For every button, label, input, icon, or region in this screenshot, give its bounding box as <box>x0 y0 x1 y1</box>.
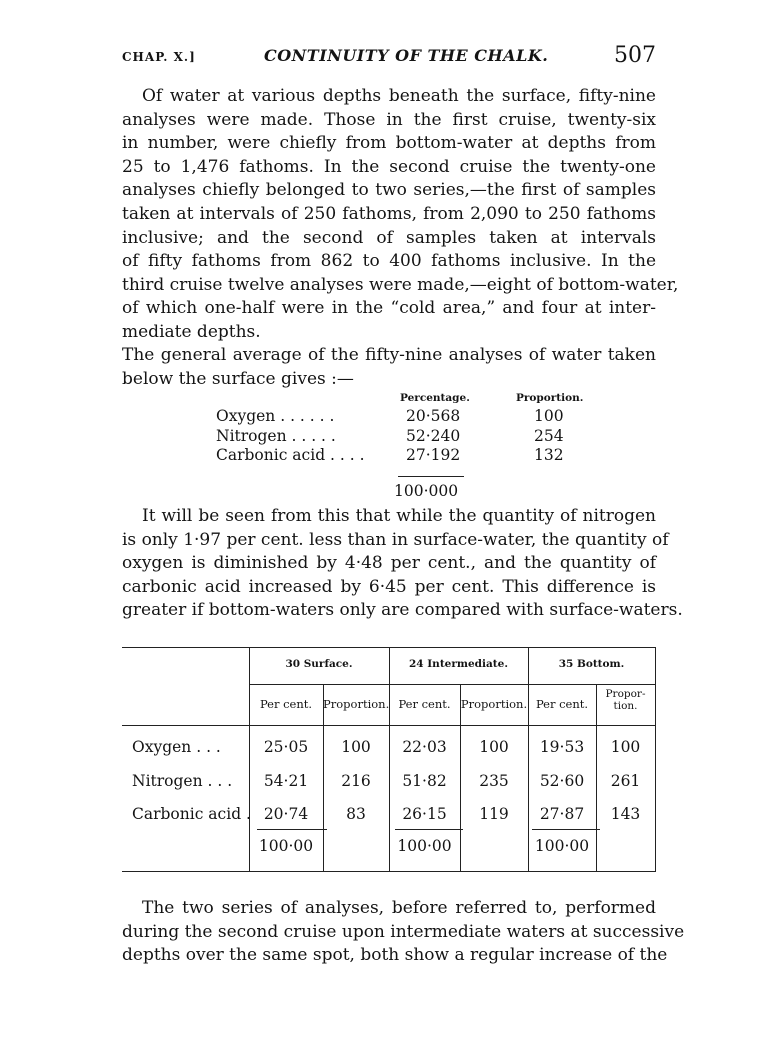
percentage-value: 20·568 <box>406 407 461 425</box>
table-cell: 83 <box>346 805 366 823</box>
text-line: greater if bottom-waters only are compared with surface-waters. <box>122 600 683 621</box>
text-line: during the second cruise upon intermediate waters at successive <box>122 921 685 942</box>
sum-rule <box>395 829 463 830</box>
table-cell: 100 <box>341 738 371 756</box>
subheader-part: tion. <box>613 700 638 712</box>
chapter-label: CHAP. X.] <box>122 50 196 64</box>
text-line: depths over the same spot, both show a regular increase of the <box>122 945 668 966</box>
table-cell: 235 <box>479 772 509 790</box>
text-line: carbonic acid increased by 6·45 per cent. This difference is <box>122 576 656 597</box>
total-cell: 100·00 <box>397 837 452 855</box>
table-cell: 100 <box>479 738 509 756</box>
paragraph-general-average <box>122 344 656 391</box>
text-line: The two series of analyses, before referred to, performed <box>142 898 656 918</box>
subheader-proportion <box>596 688 655 712</box>
row-label-oxygen: Oxygen . . . <box>132 738 221 756</box>
paragraph-two-series <box>122 897 685 968</box>
table-cell: 54·21 <box>263 772 309 790</box>
group-header-surface: 30 Surface. <box>285 658 353 670</box>
proportion-header: Proportion. <box>516 392 584 404</box>
group-header-bottom: 35 Bottom. <box>558 658 625 670</box>
gas-name: Nitrogen . . . . . <box>216 427 336 445</box>
sum-rule <box>532 829 600 830</box>
text-line: in number, were chiefly from bottom-water at depths from <box>122 133 656 154</box>
text-line: mediate depths. <box>122 321 261 342</box>
text-line: Of water at various depths beneath the surface, fifty-nine <box>142 86 656 106</box>
water-composition-table <box>122 647 656 873</box>
total-cell: 100·00 <box>258 837 314 855</box>
subheader-part: Propor- <box>605 688 646 700</box>
sum-rule <box>398 476 464 477</box>
group-header-rule <box>249 684 656 685</box>
table-cell: 52·60 <box>539 772 585 790</box>
table-bottom-rule <box>122 871 656 872</box>
table-cell: 22·03 <box>402 738 447 756</box>
table-cell: 51·82 <box>402 772 447 790</box>
percentage-value: 27·192 <box>406 446 461 464</box>
table-cell: 25·05 <box>263 738 309 756</box>
gas-name: Oxygen . . . . . . <box>216 407 335 425</box>
text-line: third cruise twelve analyses were made,—eight of bottom-water, <box>122 274 679 295</box>
text-line: It will be seen from this that while the quantity of nitrogen <box>142 506 656 526</box>
page-number: 507 <box>614 43 656 68</box>
table-cell: 26·15 <box>402 805 447 823</box>
proportion-value: 100 <box>534 407 564 425</box>
table-cell: 19·53 <box>539 738 585 756</box>
total-cell: 100·00 <box>534 837 590 855</box>
paragraph-water-analyses <box>122 85 679 345</box>
sum-rule <box>257 829 327 830</box>
table-row <box>216 427 576 447</box>
text-line: of fifty fathoms from 862 to 400 fathoms inclusive. In the <box>122 251 656 272</box>
text-line: inclusive; and the second of samples taken at intervals <box>122 227 656 248</box>
text-line: 25 to 1,476 fathoms. In the second cruise the twenty-one <box>122 156 656 177</box>
running-title: CONTINUITY OF THE CHALK. <box>264 46 549 65</box>
table-cell: 27·87 <box>539 805 585 823</box>
table-cell: 20·74 <box>263 805 309 823</box>
table-cell: 216 <box>341 772 371 790</box>
table-row <box>216 446 576 466</box>
paragraph-nitrogen-comparison <box>122 505 683 623</box>
text-line: The general average of the fifty-nine analyses of water taken <box>122 345 656 365</box>
table-cell: 100 <box>610 738 641 756</box>
text-line: below the surface gives :— <box>122 368 354 389</box>
text-line: oxygen is diminished by 4·48 per cent., and the quantity of <box>122 553 656 574</box>
subheader-proportion: Proportion. <box>323 697 390 711</box>
text-line: of which one-half were in the “cold area,” and four at inter- <box>122 298 656 319</box>
percentage-header: Percentage. <box>400 392 470 404</box>
group-header-intermediate: 24 Intermediate. <box>409 658 508 670</box>
running-header <box>122 42 656 72</box>
table-cell: 143 <box>610 805 641 823</box>
text-line: taken at intervals of 250 fathoms, from 2,090 to 250 fathoms <box>122 203 656 224</box>
row-label-nitrogen: Nitrogen . . . <box>132 772 233 790</box>
subheader-per-cent: Per cent. <box>535 697 589 711</box>
text-line: analyses were made. Those in the first cruise, twenty-six <box>122 109 656 130</box>
proportion-value: 132 <box>534 446 564 464</box>
proportion-value: 254 <box>534 427 564 445</box>
percentage-value: 52·240 <box>406 427 461 445</box>
text-line: is only 1·97 per cent. less than in surface-water, the quantity of <box>122 529 669 550</box>
table-row <box>216 407 576 427</box>
gas-name: Carbonic acid . . . . <box>216 446 365 464</box>
subheader-proportion: Proportion. <box>460 697 528 711</box>
text-line: analyses chiefly belonged to two series,—the first of samples <box>122 180 656 201</box>
subheader-per-cent: Per cent. <box>398 697 451 711</box>
table-cell: 261 <box>610 772 641 790</box>
row-label-carbonic-acid: Carbonic acid . <box>132 805 251 823</box>
total-value: 100·000 <box>394 482 459 500</box>
subheader-per-cent: Per cent. <box>259 697 313 711</box>
table-cell: 119 <box>479 805 509 823</box>
column-rule <box>655 647 656 871</box>
